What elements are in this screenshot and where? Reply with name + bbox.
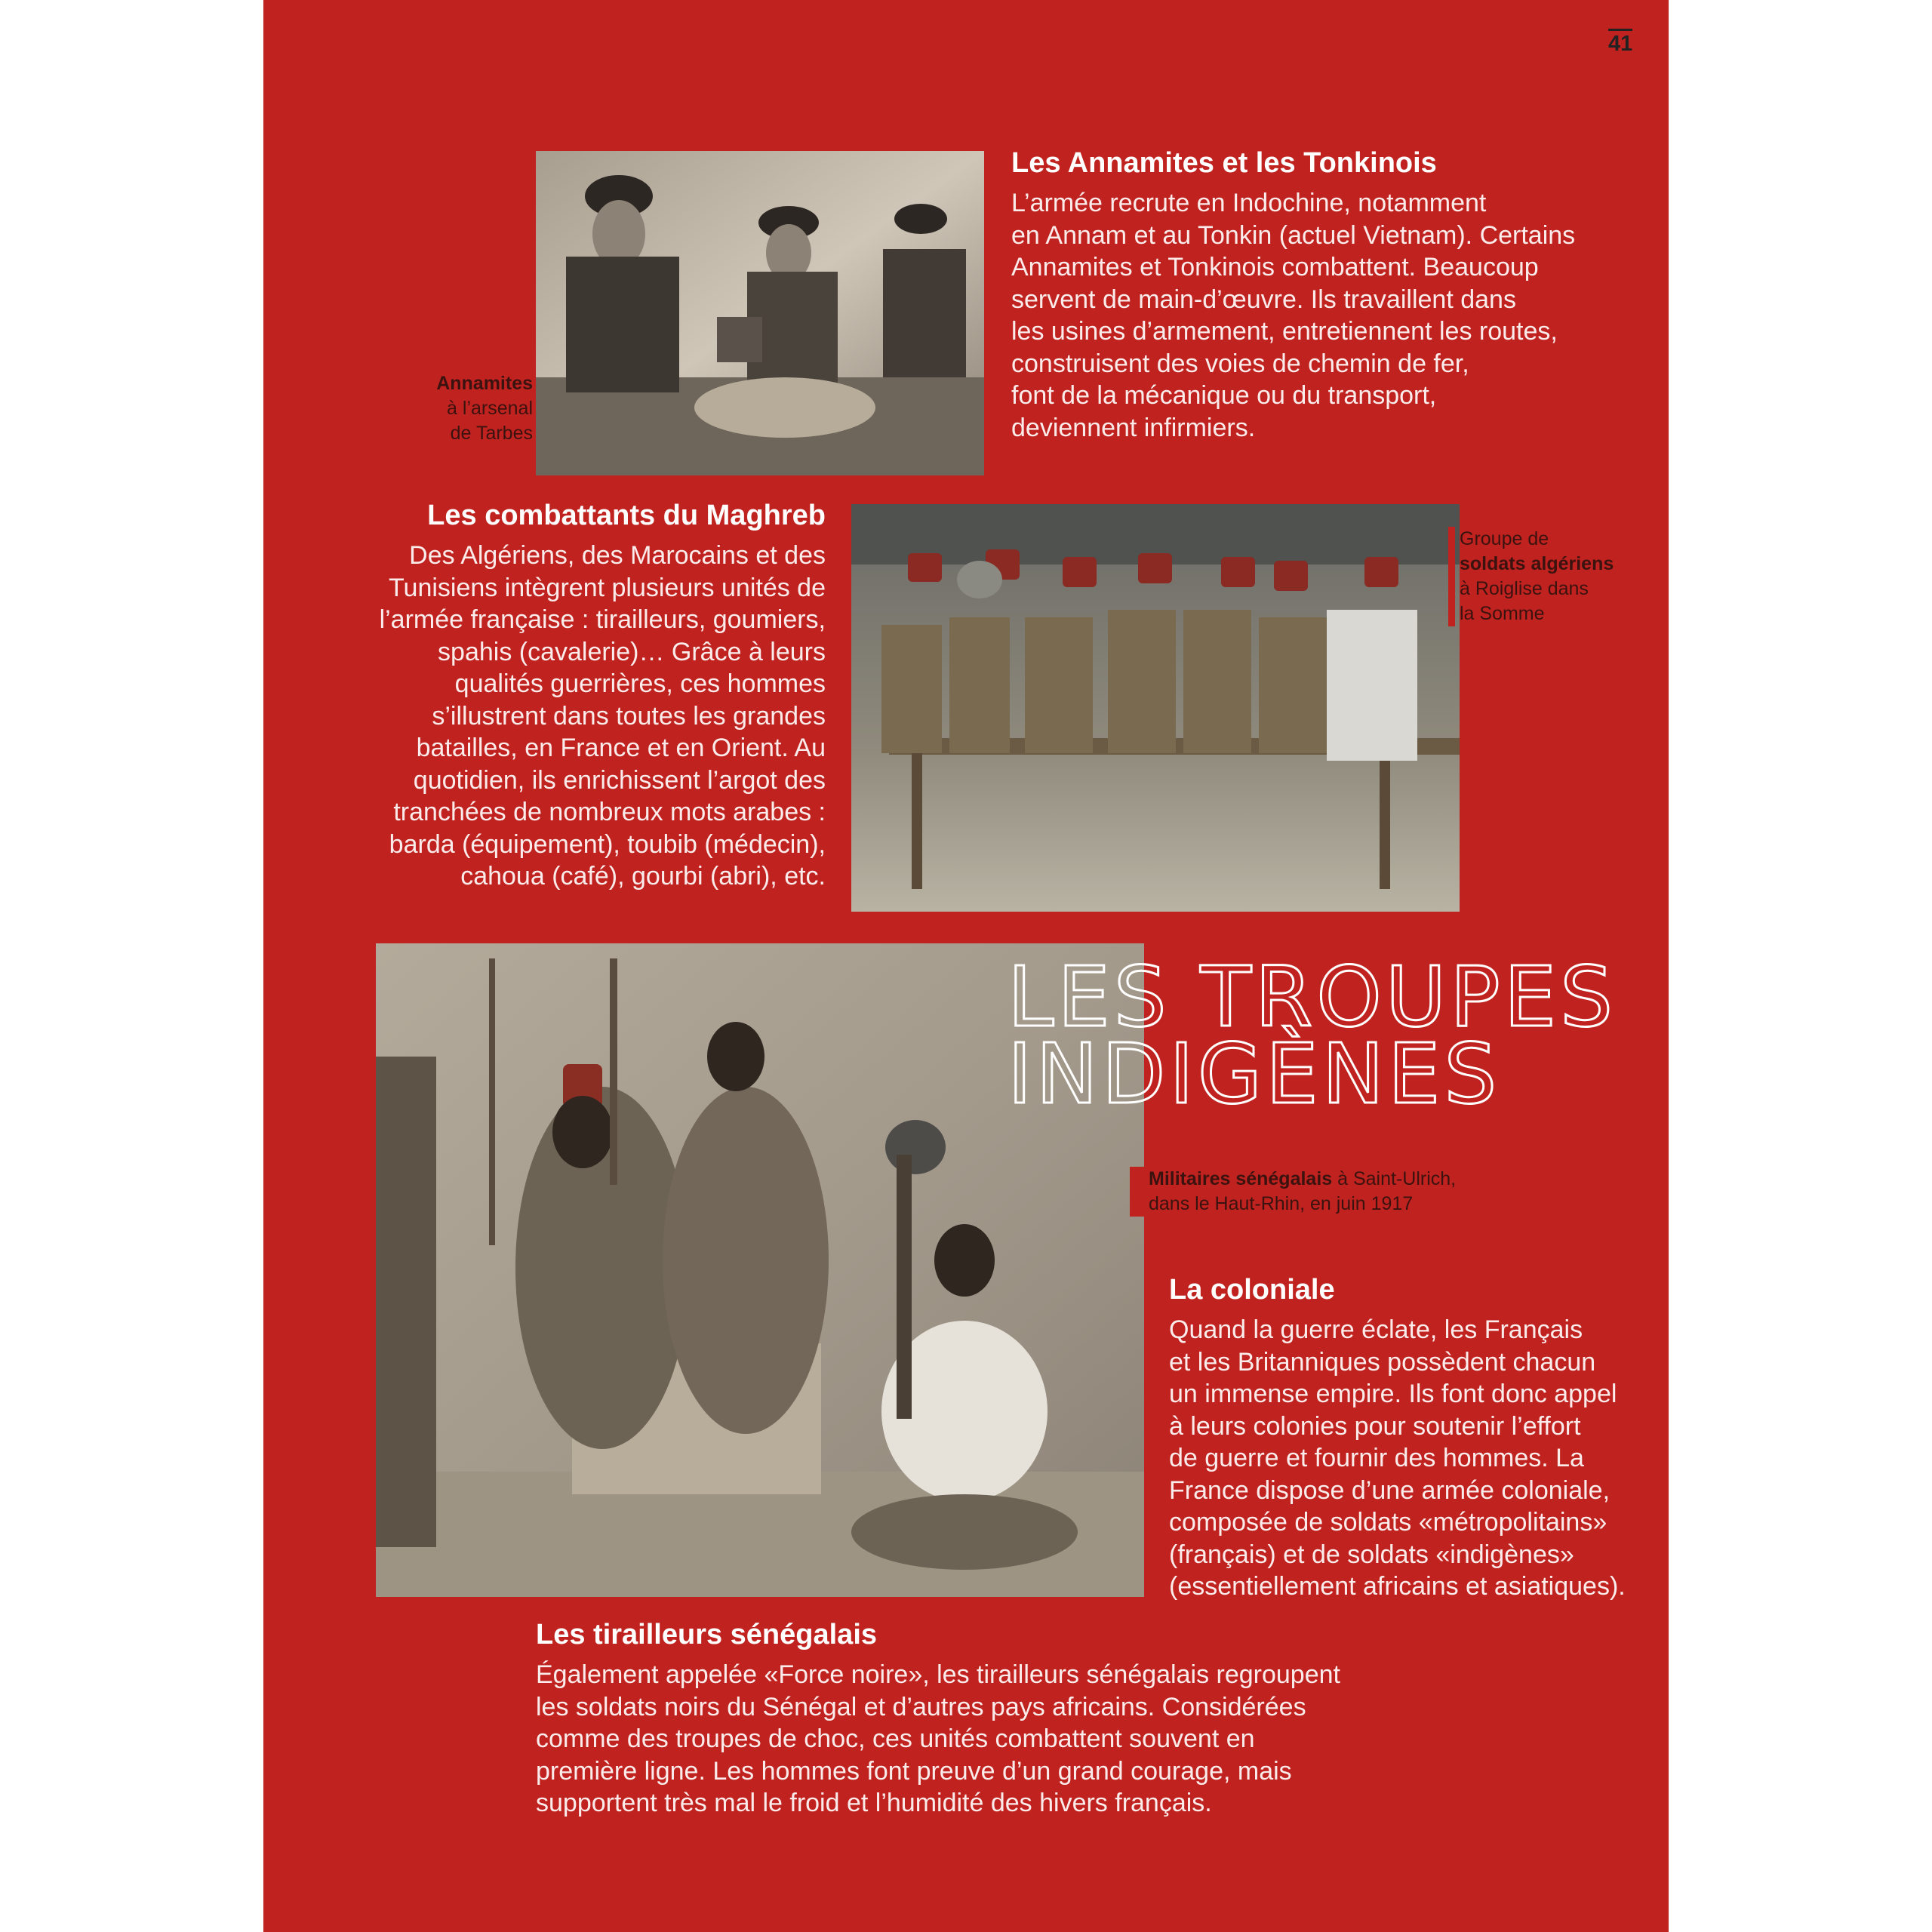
caption-algerians-line1: Groupe de: [1460, 528, 1549, 549]
photo-algerian-soldiers: [851, 504, 1460, 912]
page-title: [1008, 949, 1617, 1122]
text-line: quotidien, ils enrichissent l’argot des: [413, 765, 826, 795]
text-line: Annamites et Tonkinois combattent. Beaucoup: [1011, 253, 1539, 281]
text-line: Des Algériens, des Marocains et des: [409, 541, 826, 570]
caption-algerians: [1448, 527, 1641, 626]
text-line: un immense empire. Ils font donc appel: [1169, 1380, 1617, 1408]
heading-tirailleurs: Les tirailleurs sénégalais: [536, 1619, 878, 1651]
text-line: L’armée recrute en Indochine, notamment: [1011, 189, 1487, 217]
text-line: Également appelée «Force noire», les tirailleurs sénégalais regroupent: [536, 1660, 1340, 1689]
caption-senegalese-rest: à Saint-Ulrich,: [1332, 1168, 1457, 1189]
text-line: composée de soldats «métropolitains»: [1169, 1508, 1607, 1537]
page-title-line2: INDIGÈNES: [1008, 1026, 1501, 1122]
heading-maghreb: Les combattants du Maghreb: [427, 500, 826, 531]
caption-algerians-line4: la Somme: [1460, 603, 1545, 624]
caption-algerians-line3: à Roiglise dans: [1460, 578, 1589, 599]
photo-annamites-arsenal: [536, 151, 984, 475]
caption-annamites-line2: à l’arsenal: [447, 398, 533, 419]
text-line: batailles, en France et en Orient. Au: [416, 734, 826, 762]
text-line: à leurs colonies pour soutenir l’effort: [1169, 1411, 1581, 1441]
caption-senegalese-line2: dans le Haut-Rhin, en juin 1917: [1149, 1193, 1414, 1214]
text-line: spahis (cavalerie)… Grâce à leurs: [438, 637, 826, 666]
text-line: deviennent infirmiers.: [1011, 413, 1256, 442]
text-line: supportent très mal le froid et l’humidité des hivers français.: [536, 1789, 1212, 1817]
text-tirailleurs: [536, 1659, 1366, 1820]
caption-annamites-line3: de Tarbes: [450, 423, 533, 444]
caption-annamites-bold: Annamites: [436, 373, 533, 394]
text-line: cahoua (café), gourbi (abri), etc.: [460, 862, 826, 891]
caption-senegalese: [1130, 1167, 1511, 1217]
text-line: comme des troupes de choc, ces unités combattent souvent en: [536, 1724, 1255, 1753]
heading-annamites: Les Annamites et les Tonkinois: [1011, 147, 1437, 179]
text-line: de guerre et fournir des hommes. La: [1169, 1444, 1584, 1472]
caption-annamites: [392, 371, 533, 446]
text-line: France dispose d’une armée coloniale,: [1169, 1475, 1611, 1505]
text-line: (français) et de soldats «indigènes»: [1169, 1540, 1574, 1569]
text-line: s’illustrent dans toutes les grandes: [432, 701, 826, 731]
text-line: barda (équipement), toubib (médecin),: [389, 829, 826, 859]
page-number: 41: [1608, 29, 1632, 55]
text-line: première ligne. Les hommes font preuve d’un grand courage, mais: [536, 1756, 1292, 1786]
text-line: Quand la guerre éclate, les Français: [1169, 1315, 1583, 1344]
caption-algerians-bold: soldats algériens: [1460, 553, 1614, 574]
text-line: (essentiellement africains et asiatiques).: [1169, 1572, 1626, 1601]
page-title-line1: LES TROUPES: [1008, 949, 1617, 1045]
text-line: font de la mécanique ou du transport,: [1011, 381, 1437, 410]
caption-senegalese-bold: Militaires sénégalais: [1149, 1168, 1333, 1189]
text-line: qualités guerrières, ces hommes: [454, 669, 826, 698]
text-line: Tunisiens intègrent plusieurs unités de: [389, 573, 826, 602]
text-line: tranchées de nombreux mots arabes :: [393, 798, 826, 826]
text-line: les usines d’armement, entretiennent les routes,: [1011, 317, 1558, 346]
text-line: et les Britanniques possèdent chacun: [1169, 1347, 1596, 1377]
text-line: servent de main-d’œuvre. Ils travaillent dans: [1011, 285, 1516, 314]
text-line: les soldats noirs du Sénégal et d’autres pays africains. Considérées: [536, 1692, 1306, 1721]
text-maghreb: [332, 540, 826, 893]
text-line: en Annam et au Tonkin (actuel Vietnam). Certains: [1011, 220, 1576, 250]
text-line: l’armée française : tirailleurs, goumiers,: [379, 605, 826, 634]
heading-coloniale: La coloniale: [1169, 1274, 1335, 1306]
text-line: construisent des voies de chemin de fer,: [1011, 349, 1469, 378]
text-annamites: [1011, 187, 1645, 444]
text-coloniale: [1169, 1314, 1644, 1603]
